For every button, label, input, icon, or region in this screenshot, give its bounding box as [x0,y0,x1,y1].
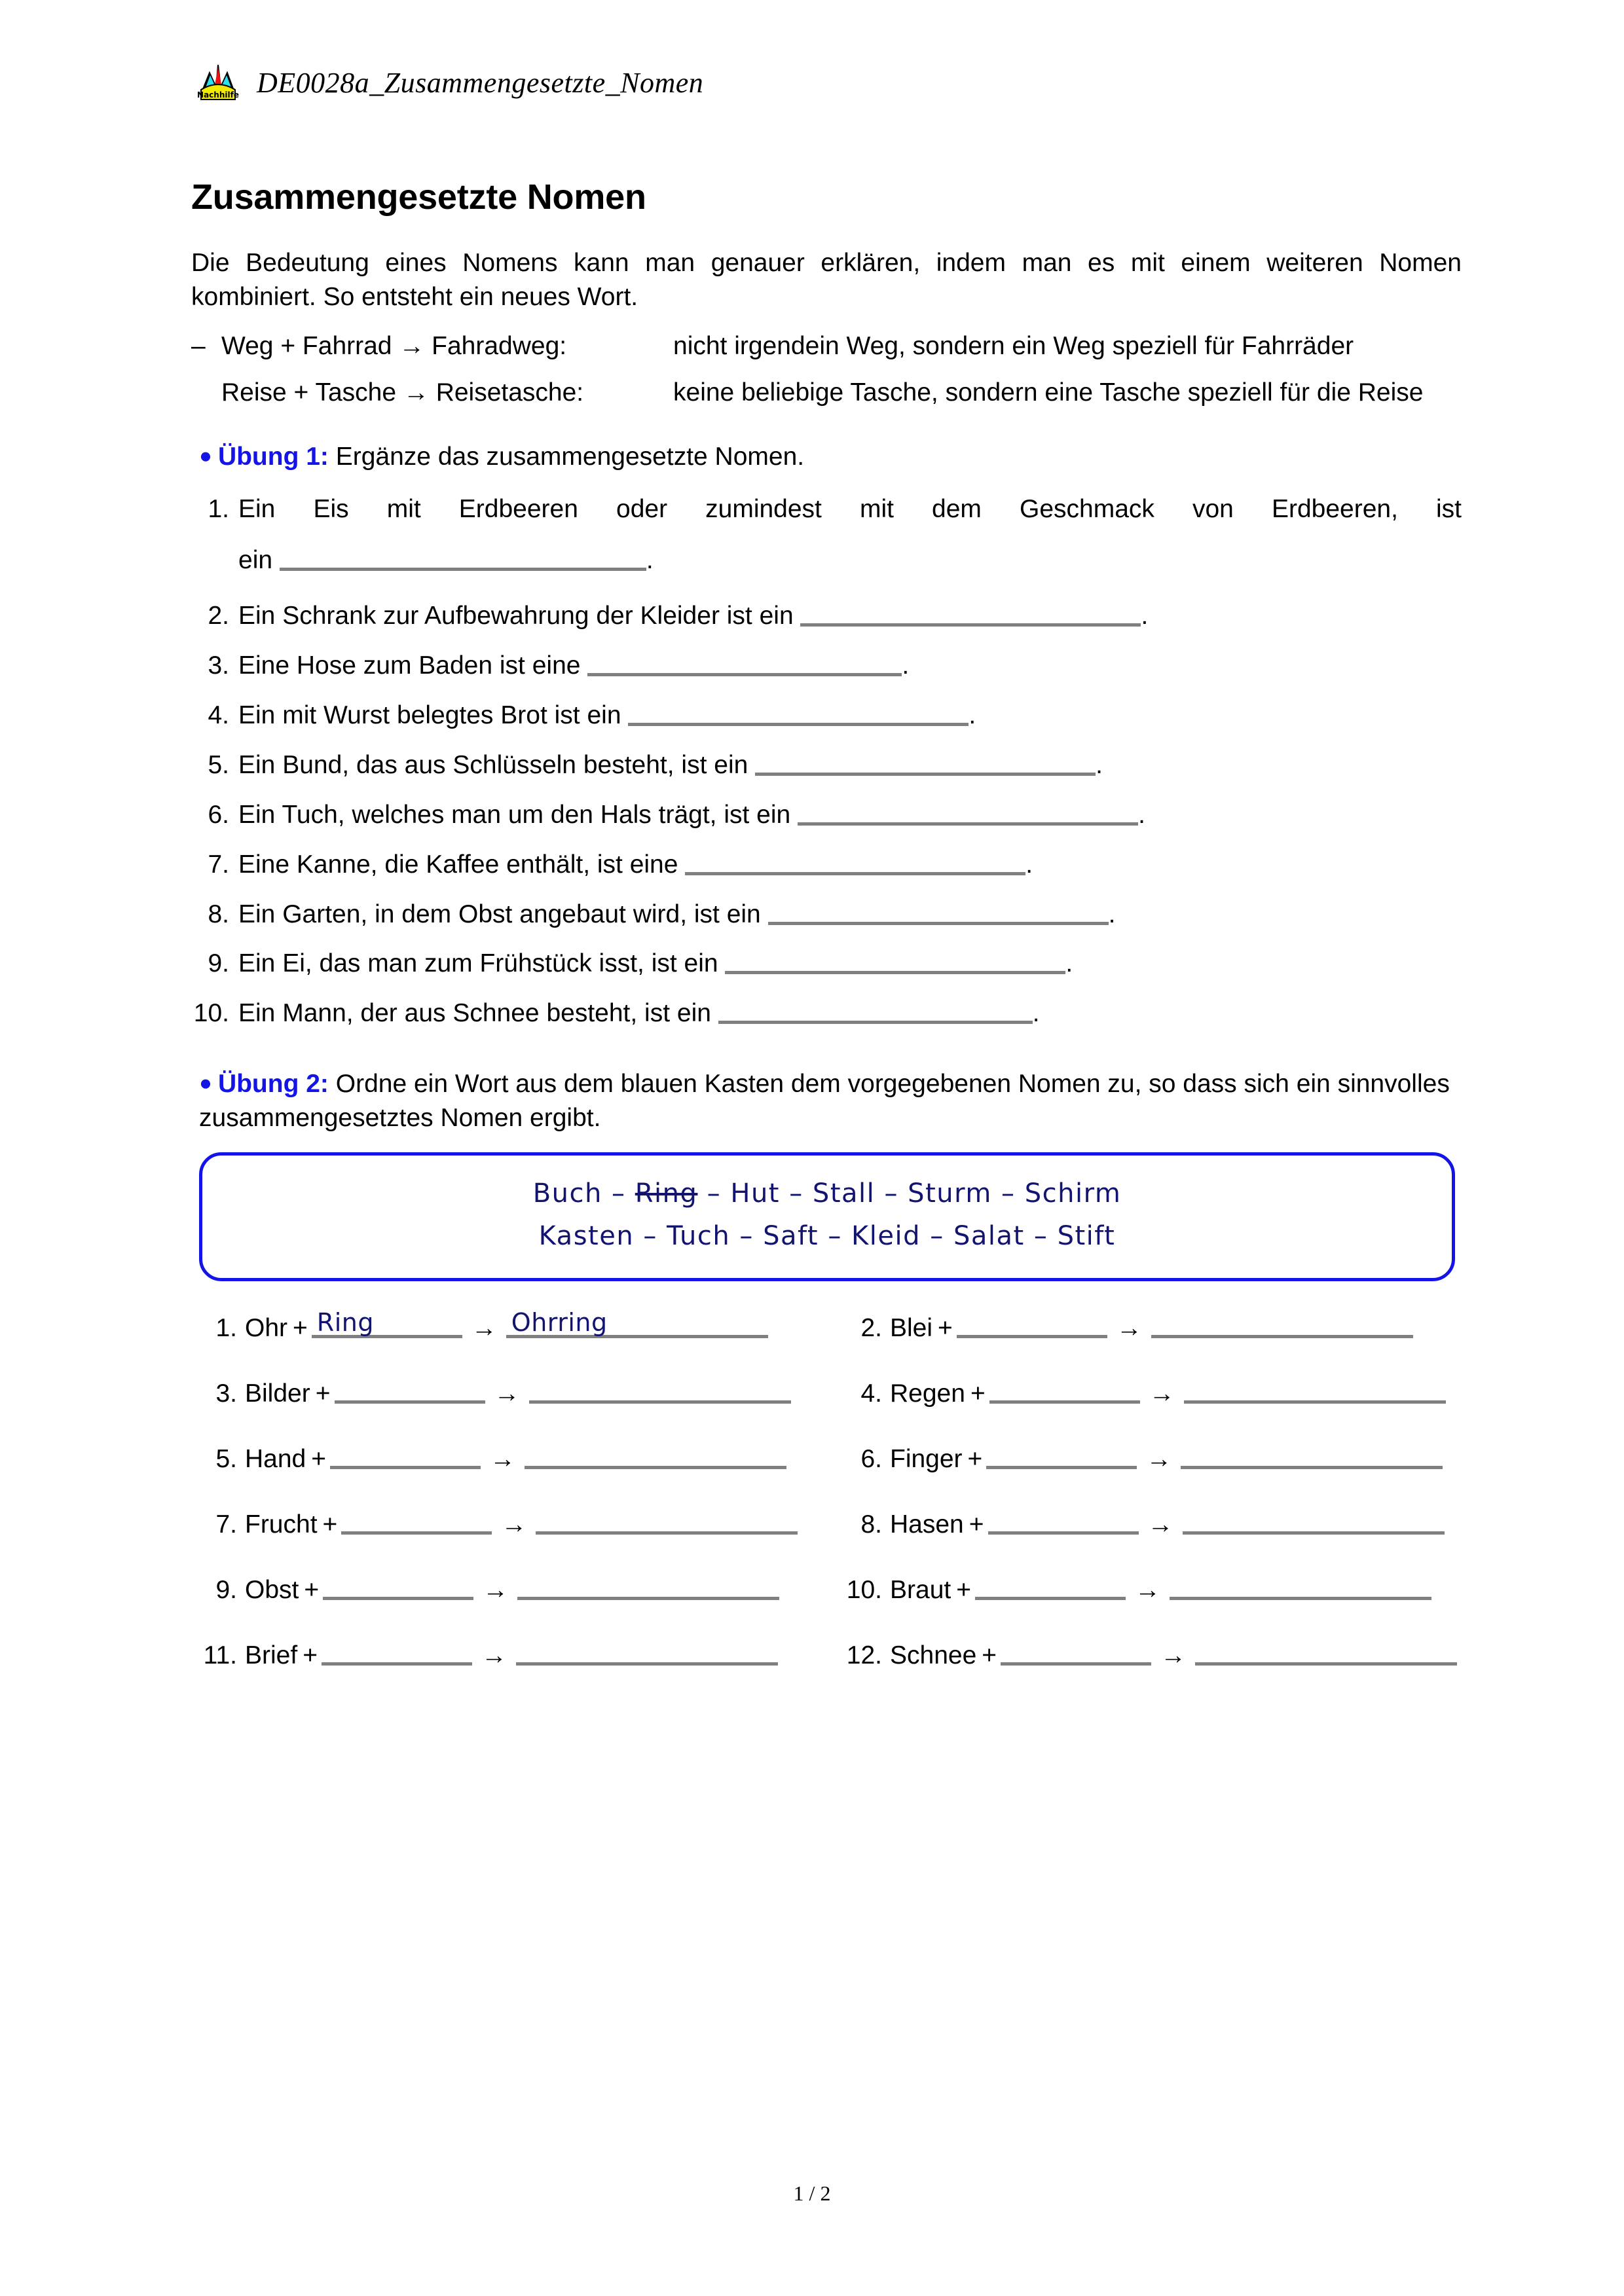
example-list [191,329,1462,410]
item-body [238,947,1462,981]
pair-blank-part[interactable] [322,1639,472,1666]
svg-text:Nachhilfe: Nachhilfe [197,90,239,100]
item-body [238,599,1462,633]
item-text-suffix: . [1138,800,1145,829]
pair-number: 6. [860,1445,882,1474]
plus-sign: + [311,1445,327,1474]
pair-number: 2. [860,1314,882,1343]
example-explanation: keine beliebige Tasche, sondern eine Tasche speziell für die Reise [673,378,1424,407]
pair-blank-part[interactable] [975,1573,1126,1600]
pair-row [191,1639,836,1704]
word-bank-line-1 [202,1173,1452,1215]
word-bank-word[interactable]: Schirm [1024,1178,1122,1209]
pair-blank-part[interactable] [1001,1639,1151,1666]
item-number: 2. [208,602,229,630]
item-text-prefix: Ein Bund, das aus Schlüsseln besteht, ist ein [238,750,756,779]
list-item [191,748,1462,782]
word-separator: – [930,1220,944,1251]
word-bank-word-used[interactable]: Ring [635,1178,698,1209]
item-body [238,898,1462,932]
pair-row [191,1377,836,1442]
item-number: 8. [208,900,229,928]
item-body [238,798,1462,832]
pair-number: 8. [860,1510,882,1539]
word-separator: – [1001,1178,1016,1209]
pair-number: 10. [846,1576,882,1605]
pair-row [191,1573,836,1639]
plus-sign: + [304,1576,320,1605]
pair-base-word: Blei [890,1314,933,1343]
pair-row [836,1442,1481,1508]
pair-number: 5. [215,1445,237,1474]
pair-row [836,1508,1481,1573]
item-text-prefix: Ein Tuch, welches man um den Hals trägt, ist ein [238,800,798,829]
answer-blank[interactable] [280,545,646,571]
example-formula: Reise + Tasche → Reisetasche: [221,378,584,407]
item-text-suffix: . [1032,999,1040,1028]
item-number: 4. [208,701,229,730]
answer-blank[interactable] [755,750,1096,776]
answer-blank[interactable] [768,900,1109,925]
uebung1-item-list [191,492,1462,1030]
word-separator: – [643,1220,657,1251]
arrow-icon: → [471,1314,497,1343]
pair-base-word: Ohr [245,1314,288,1343]
answer-blank[interactable] [725,949,1065,974]
plus-sign: + [970,1379,986,1408]
item-text-suffix: . [646,545,654,574]
arrow-icon: → [1135,1576,1160,1605]
word-separator: – [739,1220,754,1251]
uebung2-instruction: Ordne ein Wort aus dem blauen Kasten dem vorgegebenen Nomen zu, so dass sich ein sinnvolles zusammengesetztes Nomen ergibt. [199,1070,1450,1132]
item-body [238,492,1462,577]
nachhilfe-logo-icon [196,62,240,103]
item-text-prefix: Ein Schrank zur Aufbewahrung der Kleider ist ein [238,602,801,630]
word-bank-word[interactable]: Kasten [538,1220,635,1251]
word-bank-word[interactable]: Tuch [667,1220,731,1251]
pair-answer-part: Ring [316,1308,374,1338]
item-number: 9. [208,949,229,978]
item-body [238,649,1462,683]
example-formula: Weg + Fahrrad → Fahradweg: [221,331,567,360]
item-text-suffix: . [1108,900,1116,928]
pair-blank-full[interactable] [1170,1573,1431,1600]
pair-blank-full[interactable] [517,1573,779,1600]
pair-blank-full[interactable] [525,1442,786,1469]
pair-row [836,1639,1481,1704]
plus-sign: + [293,1314,308,1343]
list-item [191,848,1462,882]
worksheet-content [191,177,1462,1704]
word-bank-word[interactable]: Hut [730,1178,780,1209]
uebung2-pair-grid [191,1308,1462,1704]
plus-sign: + [938,1314,953,1343]
pair-blank-full[interactable] [536,1508,798,1535]
arrow-icon: → [1160,1641,1187,1670]
pair-blank-part[interactable] [988,1508,1139,1535]
word-separator: – [884,1178,898,1209]
pair-row [836,1311,1481,1377]
list-item [191,798,1462,832]
item-text-suffix: . [969,701,976,730]
pair-blank-part[interactable] [330,1442,481,1469]
item-number: 1. [208,494,229,523]
answer-blank[interactable] [798,800,1138,826]
list-item [191,599,1462,633]
word-bank-box [199,1152,1455,1282]
word-separator: – [1033,1220,1048,1251]
arrow-icon: → [1116,1314,1142,1343]
item-text-prefix: Eine Hose zum Baden ist eine [238,651,588,680]
pair-number: 1. [215,1314,237,1343]
answer-blank[interactable] [587,651,902,676]
item-body [238,848,1462,882]
pair-base-word: Braut [890,1576,951,1605]
word-separator: – [789,1178,803,1209]
pair-base-word: Frucht [245,1510,318,1539]
pair-answer-full: Ohrring [511,1308,608,1338]
answer-blank[interactable] [685,850,1025,875]
plus-sign: + [967,1445,983,1474]
pair-base-word: Hasen [890,1510,964,1539]
item-body [238,748,1462,782]
answer-blank[interactable] [628,701,969,726]
item-number: 3. [208,651,229,680]
item-body [238,699,1462,733]
pair-blank-part[interactable] [323,1573,473,1600]
uebung2-label: Übung 2: [217,1070,329,1099]
pair-number: 12. [846,1641,882,1670]
pair-row [191,1508,836,1573]
list-item [191,898,1462,932]
plus-sign: + [956,1576,971,1605]
pair-blank-part[interactable] [335,1377,485,1404]
pair-base-word: Obst [245,1576,299,1605]
pair-blank-part[interactable] [957,1311,1107,1338]
list-item [191,947,1462,981]
pair-row [836,1573,1481,1639]
word-separator: – [612,1178,626,1209]
pair-blank-full[interactable] [506,1308,768,1338]
pair-blank-full[interactable] [1181,1442,1443,1469]
list-item [191,699,1462,733]
word-bank-word[interactable]: Sturm [908,1178,992,1209]
example-explanation: nicht irgendein Weg, sondern ein Weg speziell für Fahrräder [673,331,1354,360]
item-number: 6. [208,800,229,829]
header-document-code: DE0028a_Zusammengesetzte_Nomen [257,66,704,99]
item-number: 5. [208,750,229,779]
page-header [196,62,703,103]
item-text-prefix: Eine Kanne, die Kaffee enthält, ist eine [238,850,686,879]
page-title: Zusammengesetzte Nomen [191,177,646,217]
item-number: 10. [193,999,229,1028]
list-item [191,996,1462,1030]
pair-number: 3. [215,1379,237,1408]
pair-blank-part[interactable] [312,1308,462,1338]
item-text-suffix: . [902,651,910,680]
word-bank-word[interactable]: Kleid [851,1220,921,1251]
answer-blank[interactable] [800,601,1141,627]
plus-sign: + [969,1510,984,1539]
word-bank-word[interactable]: Buch [532,1178,602,1209]
pair-base-word: Brief [245,1641,298,1670]
example-dash: – [191,331,206,360]
pair-number: 11. [203,1641,237,1670]
list-item [191,492,1462,577]
item-text-prefix: Ein mit Wurst belegtes Brot ist ein [238,701,629,730]
plus-sign: + [315,1379,331,1408]
arrow-icon: → [1147,1510,1173,1539]
list-item [191,649,1462,683]
item-text-line2 [238,543,1462,577]
pair-number: 9. [215,1576,237,1605]
pair-row [191,1308,836,1377]
arrow-icon: → [483,1576,509,1605]
pair-row [191,1442,836,1508]
item-text-suffix: . [1096,750,1103,779]
item-text-line1: Ein Eis mit Erdbeeren oder zumindest mit dem Geschmack von Erdbeeren, ist [238,494,1462,523]
pair-blank-full[interactable] [1183,1508,1445,1535]
item-text-suffix: . [1065,949,1073,978]
arrow-icon: → [501,1510,527,1539]
uebung1-label: Übung 1: [217,442,329,471]
uebung1-heading [191,440,1462,474]
pair-base-word: Regen [890,1379,965,1408]
item-body [238,996,1462,1030]
page-footer [0,2181,1624,2206]
word-bank-word[interactable]: Salat [953,1220,1025,1251]
word-bank-word[interactable]: Saft [763,1220,819,1251]
pair-base-word: Schnee [890,1641,977,1670]
pair-base-word: Bilder [245,1379,310,1408]
pair-blank-part[interactable] [986,1442,1137,1469]
arrow-icon: → [494,1379,520,1408]
pair-blank-part[interactable] [989,1377,1140,1404]
uebung1-instruction: Ergänze das zusammengesetzte Nomen. [328,442,805,471]
pair-blank-full[interactable] [529,1377,791,1404]
arrow-icon: → [1146,1445,1172,1474]
pair-blank-full[interactable] [516,1639,778,1666]
example-row [191,329,1462,363]
word-separator: – [707,1178,722,1209]
pair-blank-full[interactable] [1195,1639,1457,1666]
word-bank-word[interactable]: Stall [812,1178,876,1209]
page-number: 1 / 2 [793,2181,831,2205]
uebung2-heading [191,1067,1462,1135]
pair-number: 7. [215,1510,237,1539]
pair-blank-full[interactable] [1184,1377,1446,1404]
arrow-icon: → [1149,1379,1175,1408]
pair-row [836,1377,1481,1442]
arrow-icon: → [490,1445,516,1474]
plus-sign: + [303,1641,318,1670]
word-separator: – [828,1220,842,1251]
example-row [191,375,1462,410]
arrow-icon: → [481,1641,507,1670]
word-bank-word[interactable]: Stift [1057,1220,1116,1251]
pair-blank-full[interactable] [1151,1311,1413,1338]
item-text-suffix: . [1025,850,1033,879]
answer-blank[interactable] [718,998,1033,1024]
item-text-suffix: . [1141,602,1149,630]
bullet-icon: ● [199,443,212,467]
item-text-prefix: Ein Garten, in dem Obst angebaut wird, ist ein [238,900,768,928]
intro-paragraph: Die Bedeutung eines Nomens kann man genauer erklären, indem man es mit einem weiteren Nomen kombiniert. So entsteht ein neues Wort. [191,249,1462,311]
pair-blank-part[interactable] [341,1508,492,1535]
pair-base-word: Hand [245,1445,306,1474]
pair-number: 4. [860,1379,882,1408]
item-number: 7. [208,850,229,879]
item-text-prefix: Ein Ei, das man zum Frühstück isst, ist ein [238,949,726,978]
item-text-prefix: ein [238,545,280,574]
plus-sign: + [322,1510,338,1539]
pair-base-word: Finger [890,1445,963,1474]
item-text-prefix: Ein Mann, der aus Schnee besteht, ist ein [238,999,718,1028]
plus-sign: + [982,1641,997,1670]
word-bank-line-2 [202,1215,1452,1258]
bullet-icon: ● [199,1070,212,1095]
